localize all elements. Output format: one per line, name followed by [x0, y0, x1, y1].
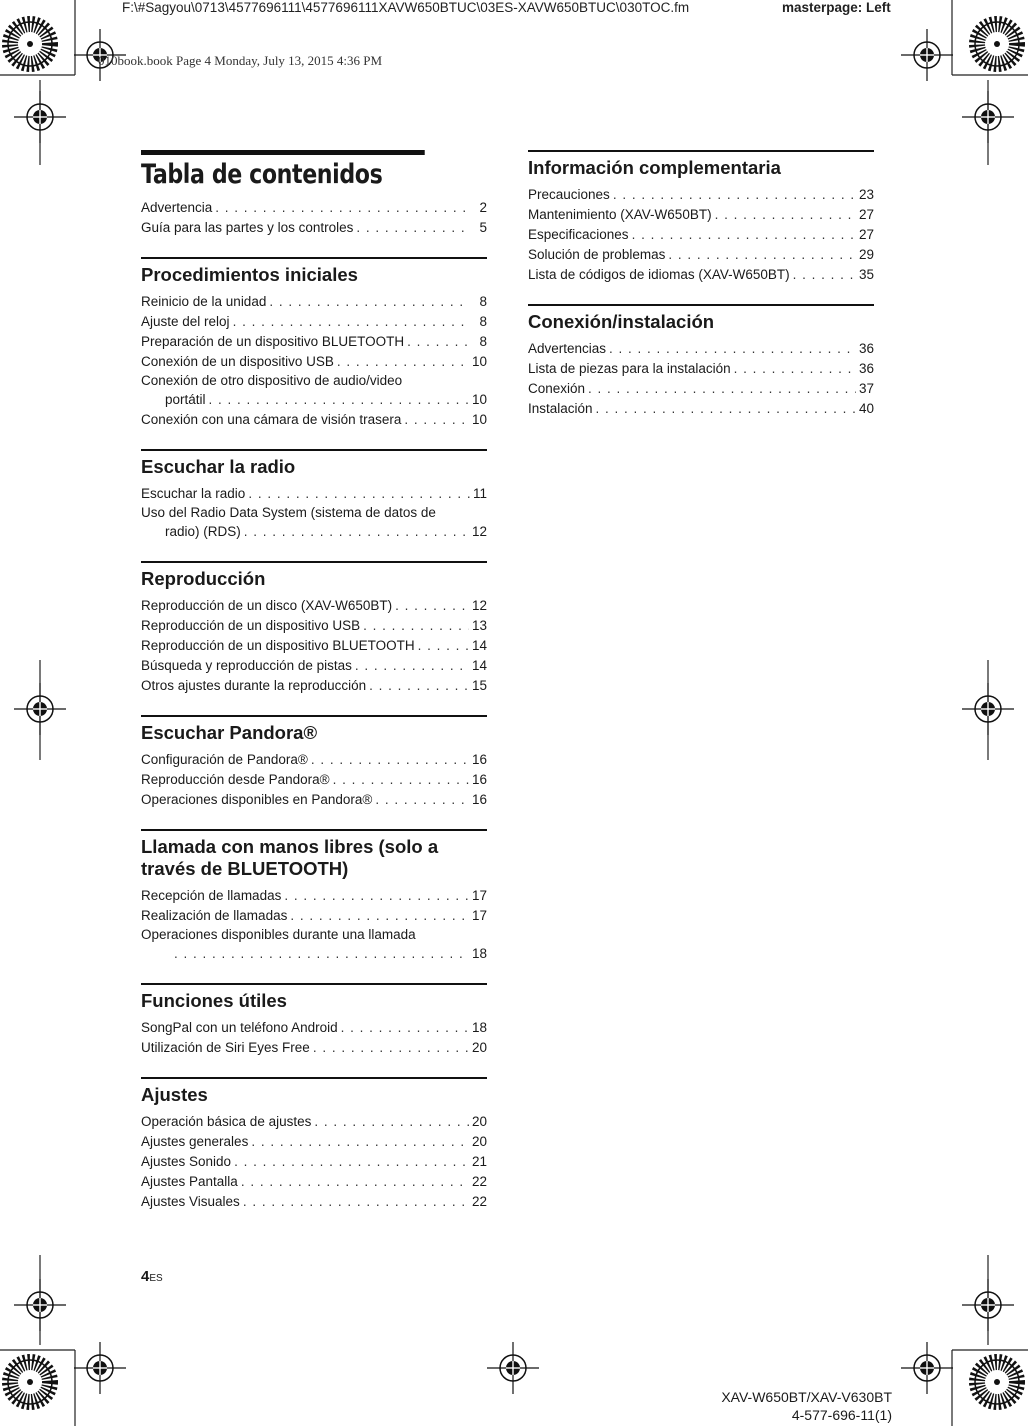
toc-entry-label: Conexión con una cámara de visión trasera — [141, 412, 402, 427]
toc-entry[interactable] — [528, 185, 874, 205]
toc-entry-label: Instalación — [528, 401, 593, 416]
toc-entry-page: 22 — [471, 1194, 487, 1209]
toc-entry-label: Reproducción de un dispositivo USB — [141, 618, 361, 633]
toc-entry-label: Búsqueda y reproducción de pistas — [141, 658, 352, 673]
page-title: Tabla de contenidos — [141, 150, 425, 190]
toc-entry-page: 20 — [471, 1040, 487, 1055]
leader-dots — [609, 339, 856, 359]
section-heading[interactable]: Escuchar la radio — [141, 449, 487, 478]
toc-entry-page: 16 — [471, 792, 487, 807]
leader-dots — [355, 656, 469, 676]
leader-dots — [244, 522, 469, 542]
toc-entry[interactable] — [528, 245, 874, 265]
leader-dots — [251, 1132, 469, 1152]
toc-entry-label: Ajustes Visuales — [141, 1194, 240, 1209]
toc-entry[interactable] — [141, 352, 487, 372]
toc-entry-page: 18 — [471, 946, 487, 961]
toc-entry-page: 29 — [858, 247, 874, 262]
leader-dots — [241, 1172, 469, 1192]
toc-entry[interactable] — [528, 339, 874, 359]
toc-entry-label: Operación básica de ajustes — [141, 1114, 312, 1129]
leader-dots — [234, 1152, 469, 1172]
toc-section — [528, 304, 874, 419]
page-suffix: ES — [149, 1273, 163, 1284]
leader-dots — [632, 225, 856, 245]
toc-entry-page: 5 — [479, 220, 487, 235]
toc-entry-label-cont: radio) (RDS) — [165, 524, 241, 539]
toc-entry-label: Preparación de un dispositivo BLUETOOTH — [141, 334, 405, 349]
toc-entry[interactable] — [528, 359, 874, 379]
section-heading[interactable]: Funciones útiles — [141, 983, 487, 1012]
section-heading[interactable]: Reproducción — [141, 561, 487, 590]
section-heading[interactable]: Información complementaria — [528, 150, 874, 179]
toc-entry[interactable] — [141, 636, 487, 656]
leader-dots — [269, 292, 470, 312]
leader-dots — [209, 390, 469, 410]
leader-dots — [290, 906, 469, 926]
toc-intro — [141, 198, 487, 238]
leader-dots — [356, 218, 470, 238]
toc-entry[interactable] — [141, 886, 487, 906]
toc-entry-label: Lista de piezas para la instalación — [528, 361, 731, 376]
toc-entry[interactable] — [141, 656, 487, 676]
toc-entry-page: 27 — [858, 227, 874, 242]
toc-section — [528, 150, 874, 285]
toc-entry-page: 27 — [858, 207, 874, 222]
toc-entry[interactable] — [141, 1152, 487, 1172]
toc-entry[interactable] — [141, 790, 487, 810]
leader-dots — [311, 750, 469, 770]
toc-entry-page: 23 — [858, 187, 874, 202]
toc-entry-page: 10 — [471, 412, 487, 427]
toc-entry[interactable] — [141, 1018, 487, 1038]
toc-entry[interactable] — [528, 399, 874, 419]
toc-entry-page: 13 — [471, 618, 487, 633]
toc-entry-page: 11 — [472, 486, 487, 501]
toc-section — [141, 715, 487, 810]
toc-entry-label: Advertencias — [528, 341, 607, 356]
leader-dots — [333, 770, 469, 790]
toc-entry-label: Solución de problemas — [528, 247, 666, 262]
toc-entry-page: 20 — [471, 1134, 487, 1149]
toc-entry-page: 21 — [471, 1154, 487, 1169]
section-heading[interactable]: Llamada con manos libres (solo a través de BLUETOOTH) — [141, 829, 487, 880]
leader-dots — [284, 886, 469, 906]
toc-section — [141, 257, 487, 430]
book-stamp: 010book.book Page 4 Monday, July 13, 2015 4:36 PM — [98, 53, 383, 68]
toc-entry[interactable] — [141, 292, 487, 312]
toc-entry[interactable] — [141, 1192, 487, 1212]
toc-entry-label: Lista de códigos de idiomas (XAV-W650BT) — [528, 267, 790, 282]
toc-entry-label: Mantenimiento (XAV-W650BT) — [528, 207, 712, 222]
toc-section — [141, 561, 487, 696]
model-name: XAV-W650BT/XAV-V630BT — [721, 1389, 892, 1405]
leader-dots — [341, 1018, 469, 1038]
leader-dots — [313, 1038, 469, 1058]
leader-dots — [363, 616, 469, 636]
toc-entry-label: Conexión de un dispositivo USB — [141, 354, 334, 369]
toc-entry-page: 10 — [471, 354, 487, 369]
toc-entry-label: Reproducción desde Pandora® — [141, 772, 330, 787]
masterpage-label: masterpage: Left — [782, 0, 891, 15]
toc-entry[interactable] — [141, 312, 487, 332]
toc-entry-label: Operaciones disponibles en Pandora® — [141, 792, 373, 807]
toc-entry-label: Reproducción de un disco (XAV-W650BT) — [141, 598, 393, 613]
toc-entry[interactable] — [141, 770, 487, 790]
toc-entry-page: 40 — [858, 401, 874, 416]
toc-entry-page: 12 — [471, 598, 487, 613]
toc-entry[interactable] — [528, 205, 874, 225]
toc-entry-page: 17 — [471, 888, 487, 903]
toc-entry-page: 8 — [479, 294, 487, 309]
leader-dots — [404, 410, 469, 430]
page-number: 4ES — [141, 1268, 163, 1285]
leader-dots — [588, 379, 856, 399]
toc-entry[interactable] — [528, 225, 874, 245]
section-heading[interactable]: Ajustes — [141, 1077, 487, 1106]
leader-dots — [734, 359, 856, 379]
toc-entry-page: 2 — [479, 200, 487, 215]
toc-entry-page: 14 — [471, 658, 487, 673]
toc-entry[interactable] — [141, 616, 487, 636]
section-heading[interactable]: Conexión/instalación — [528, 304, 874, 333]
toc-entry-page: 8 — [479, 334, 487, 349]
leader-dots — [215, 198, 470, 218]
toc-entry[interactable] — [528, 265, 874, 285]
leader-dots — [243, 1192, 469, 1212]
toc-entry-label: Utilización de Siri Eyes Free — [141, 1040, 310, 1055]
leader-dots — [375, 790, 469, 810]
toc-entry[interactable] — [141, 926, 487, 964]
toc-entry-label: Ajustes Sonido — [141, 1154, 232, 1169]
leader-dots — [174, 944, 469, 964]
toc-entry-page: 35 — [858, 267, 874, 282]
leader-dots — [337, 352, 469, 372]
leader-dots — [314, 1112, 469, 1132]
toc-entry-page: 16 — [471, 772, 487, 787]
toc-entry-label: Precauciones — [528, 187, 610, 202]
toc-entry-page: 20 — [471, 1114, 487, 1129]
toc-entry[interactable] — [141, 504, 487, 542]
color-target-icon — [8, 22, 52, 66]
leader-dots — [248, 484, 470, 504]
toc-entry-page: 10 — [471, 392, 487, 407]
toc-entry-label: Ajuste del reloj — [141, 314, 230, 329]
toc-entry-label: Operaciones disponibles durante una llamada — [141, 927, 416, 942]
toc-section — [141, 829, 487, 964]
toc-entry[interactable] — [141, 750, 487, 770]
toc-entry[interactable] — [141, 484, 487, 504]
toc-entry-page: 15 — [471, 678, 487, 693]
leader-dots — [407, 332, 470, 352]
leader-dots — [793, 265, 856, 285]
toc-right-column — [528, 150, 874, 438]
toc-entry-label: Conexión — [528, 381, 586, 396]
toc-entry[interactable] — [141, 676, 487, 696]
toc-entry[interactable] — [141, 218, 487, 238]
leader-dots — [395, 596, 469, 616]
toc-entry-page: 12 — [471, 524, 487, 539]
leader-dots — [668, 245, 856, 265]
toc-entry-label: Uso del Radio Data System (sistema de datos de — [141, 505, 436, 520]
toc-entry-label: Reproducción de un dispositivo BLUETOOTH — [141, 638, 415, 653]
file-path: F:\#Sagyou\0713\4577696111\4577696111XAVW650BTUC\03ES-XAVW650BTUC\030TOC.fm — [122, 0, 690, 15]
leader-dots — [418, 636, 469, 656]
toc-entry-label: Advertencia — [141, 200, 213, 215]
toc-entry[interactable] — [141, 372, 487, 410]
toc-entry-page: 22 — [471, 1174, 487, 1189]
toc-entry[interactable] — [141, 1172, 487, 1192]
section-heading[interactable]: Escuchar Pandora® — [141, 715, 487, 744]
toc-entry[interactable] — [141, 198, 487, 218]
toc-entry-page: 36 — [858, 341, 874, 356]
toc-entry-label: SongPal con un teléfono Android — [141, 1020, 338, 1035]
footer-model — [700, 1388, 892, 1424]
toc-entry-label: Otros ajustes durante la reproducción — [141, 678, 367, 693]
toc-left-column — [141, 150, 487, 1231]
toc-entry-page: 8 — [479, 314, 487, 329]
leader-dots — [613, 185, 856, 205]
toc-entry[interactable] — [141, 1132, 487, 1152]
toc-entry-label-cont: portátil — [165, 392, 206, 407]
toc-entry-label: Ajustes generales — [141, 1134, 249, 1149]
leader-dots — [715, 205, 856, 225]
toc-entry-label: Especificaciones — [528, 227, 629, 242]
toc-entry[interactable] — [141, 906, 487, 926]
leader-dots — [596, 399, 856, 419]
toc-section — [141, 1077, 487, 1212]
toc-entry[interactable] — [141, 596, 487, 616]
toc-entry-label: Escuchar la radio — [141, 486, 246, 501]
toc-entry-page: 36 — [858, 361, 874, 376]
toc-entry-label: Realización de llamadas — [141, 908, 288, 923]
toc-entry-page: 16 — [471, 752, 487, 767]
leader-dots — [369, 676, 469, 696]
leader-dots — [233, 312, 470, 332]
toc-entry-page: 18 — [471, 1020, 487, 1035]
toc-section — [141, 983, 487, 1058]
section-heading[interactable]: Procedimientos iniciales — [141, 257, 487, 286]
toc-entry-page: 14 — [471, 638, 487, 653]
toc-entry-label: Ajustes Pantalla — [141, 1174, 238, 1189]
part-number: 4-577-696-11(1) — [791, 1407, 892, 1423]
toc-entry[interactable] — [528, 379, 874, 399]
toc-entry-label: Conexión de otro dispositivo de audio/video — [141, 373, 403, 388]
toc-entry[interactable] — [141, 1112, 487, 1132]
toc-entry-label: Reinicio de la unidad — [141, 294, 267, 309]
toc-entry-label: Recepción de llamadas — [141, 888, 282, 903]
toc-entry[interactable] — [141, 332, 487, 352]
toc-entry-label: Guía para las partes y los controles — [141, 220, 354, 235]
toc-entry-page: 17 — [471, 908, 487, 923]
toc-entry[interactable] — [141, 410, 487, 430]
toc-section — [141, 449, 487, 542]
toc-entry-page: 37 — [858, 381, 874, 396]
toc-entry[interactable] — [141, 1038, 487, 1058]
toc-entry-label: Configuración de Pandora® — [141, 752, 308, 767]
